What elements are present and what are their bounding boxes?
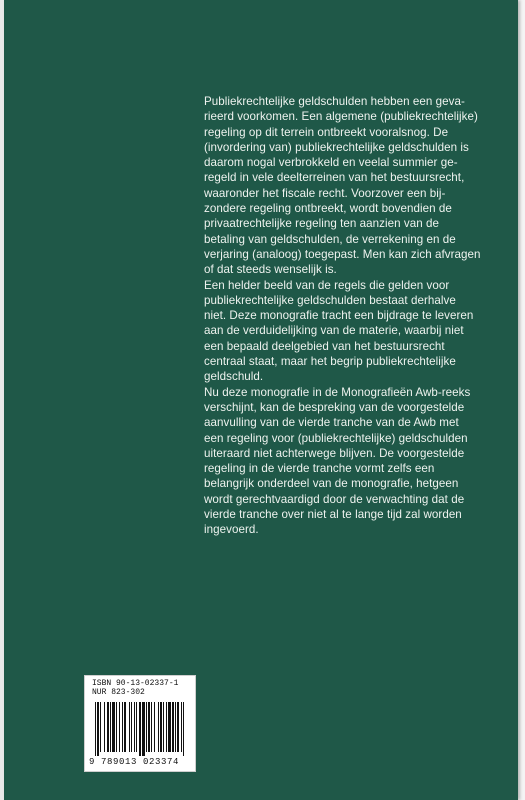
blurb-paragraph-2: Een helder beeld van de regels die gelden voor publiekrechtelijke geldschulden bestaat derhalve niet. Deze monografie tracht een bijdrage te leveren aan de verduidelijking van de materie, waarbij niet een bepaald deelgebied van het bestuursrecht centraal staat, maar het begrip publiekrechtelijke geldschuld. (204, 278, 474, 384)
blurb-text (204, 94, 496, 538)
blurb-paragraph-1: Publiekrechtelijke geldschulden hebben een geva- rieerd voorkomen. Een algemene (publiekrechtelijke) regeling op dit terrein ontbreekt vooralsnog. De (invordering van) publiekrechtelijke geldschulden is daarom nogal verbrokkeld en veelal summier ge- regeld in vele deelterreinen van het bestuursrecht, waaronder het fiscale recht. Voorzover een bij- zondere regeling ontbreekt, wordt bovendien de privaatrechtelijke regeling ten aanzien van de betaling van geldschulden, de verrekening en de verjaring (analoog) toegepast. Men kan zich afvragen of dat steeds wenselijk is. (204, 95, 481, 277)
barcode-bar (177, 702, 179, 752)
barcode-bar (110, 702, 111, 752)
barcode-bar (142, 702, 145, 756)
barcode-bar (166, 702, 167, 752)
barcode-bar (181, 702, 182, 752)
barcode-bar (122, 702, 123, 752)
barcode-bar (151, 702, 152, 752)
barcode-bar (100, 702, 101, 752)
barcode-bar (134, 702, 135, 752)
barcode-bar (97, 702, 99, 756)
nur-text: NUR 823-302 (92, 688, 145, 697)
barcode-bar (104, 702, 105, 752)
barcode-bar (139, 702, 141, 756)
barcode-bar (172, 702, 174, 752)
barcode-bar (131, 702, 132, 752)
barcode-bar (124, 702, 126, 752)
blurb-paragraph-3: Nu deze monografie in de Monografieën Awb-reeks verschijnt, kan de bespreking van de voorgestelde aanvulling van de vierde tranche van de Awb met een regeling voor (publiekrechtelijke) geldschulden uiteraard niet achterwege blijven. De voorgestelde regeling in de vierde tranche vormt zelfs een belangrijk onderdeel van de monografie, hetgeen wordt gerechtvaardigd door de verwachting dat de vierde tranche over niet al te lange tijd zal worden ingevoerd. (204, 385, 471, 537)
barcode-bar (168, 702, 171, 752)
back-cover (4, 0, 518, 800)
barcode-bar (112, 702, 115, 752)
barcode-bar (154, 702, 155, 752)
barcode-bar (95, 702, 96, 756)
barcode-bar (160, 702, 162, 752)
barcode-bar (136, 702, 137, 752)
ean-number: 9 789013 023374 (89, 757, 180, 767)
barcode-bar (116, 702, 117, 752)
barcode-bar (146, 702, 147, 752)
isbn-text: ISBN 90-13-02337-1 (92, 679, 179, 688)
barcode-bar (107, 702, 109, 752)
barcode-bar (119, 702, 120, 752)
barcode-bar (158, 702, 159, 752)
barcode-label (84, 675, 196, 772)
barcode-bar (183, 702, 184, 756)
barcode-icon (95, 702, 187, 756)
barcode-bar (129, 702, 130, 752)
barcode-bar (163, 702, 164, 752)
barcode-bar (175, 702, 176, 752)
barcode-bar (148, 702, 150, 752)
